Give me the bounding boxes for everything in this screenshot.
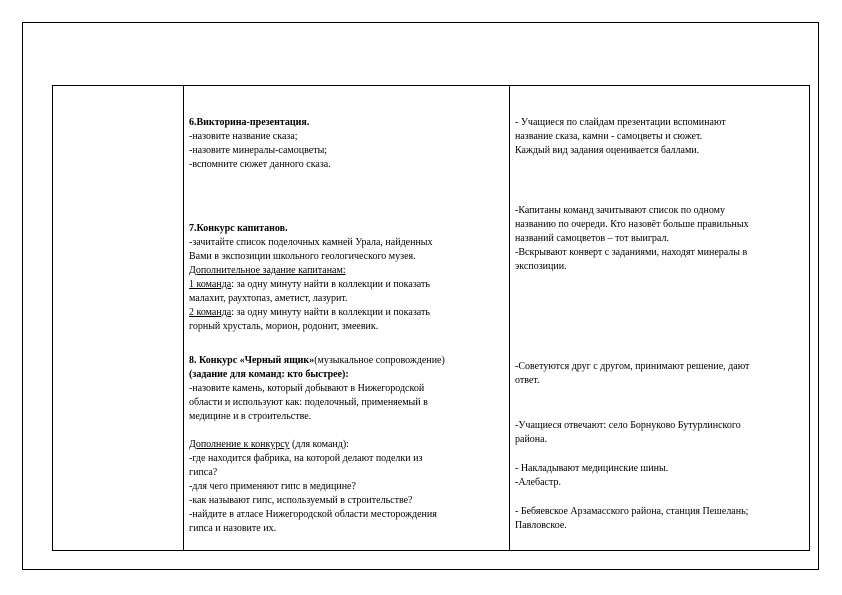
text-line: малахит, раухтопаз, аметист, лазурит.: [189, 293, 348, 304]
section-title: 7.Конкурс капитанов.: [189, 223, 288, 234]
text-line: ответ.: [515, 375, 540, 386]
text-line: медицине и в строительстве.: [189, 411, 312, 422]
answer-deposits: [515, 505, 803, 533]
section-title: 6.Викторина-презентация.: [189, 117, 310, 128]
text-line: - Накладывают медицинские шины.: [515, 463, 669, 474]
team-2-task: [189, 306, 503, 320]
column-student-activity: [509, 86, 809, 550]
text-line: Каждый вид задания оценивается баллами.: [515, 145, 700, 156]
team-2-label: 2 команда: [189, 307, 232, 318]
text-line: - Бебяевское Арзамасского района, станция Пешелань;: [515, 506, 749, 517]
answer-black-box: [515, 360, 803, 388]
section-title: [189, 354, 503, 368]
answer-medicine: [515, 462, 803, 490]
text-line: -Советуются друг с другом, принимают решение, дают: [515, 361, 750, 372]
team-1-task: [189, 278, 503, 292]
team-1-label: 1 команда: [189, 279, 232, 290]
text-line: -Капитаны команд зачитывают список по одному: [515, 205, 725, 216]
addition-label: Дополнение к конкурсу: [189, 439, 290, 450]
text-line: : за одну минуту найти в коллекции и показать: [231, 279, 430, 290]
text-line: -Вскрывают конверт с заданиями, находят минералы в: [515, 247, 748, 258]
text-line: района.: [515, 434, 548, 445]
section-captains: [189, 222, 503, 334]
addition-heading: [189, 438, 503, 452]
text-line: Вами в экспозиции школьного геологического музея.: [189, 251, 416, 262]
extra-task-heading: Дополнительное задание капитанам:: [189, 265, 346, 276]
column-teacher-activity: [183, 86, 510, 550]
answer-factory: [515, 419, 803, 447]
text-line: -Алебастр.: [515, 477, 561, 488]
spacer: [189, 424, 503, 438]
text-line: -назовите минералы-самоцветы;: [189, 145, 328, 156]
text-line: Павловское.: [515, 520, 567, 531]
question-line: -где находится фабрика, на которой делают поделки из: [189, 453, 423, 464]
lesson-table: [52, 85, 810, 551]
text-line: : за одну минуту найти в коллекции и показать: [231, 307, 430, 318]
text-line: области и используют как: поделочный, применяемый в: [189, 397, 428, 408]
section-subtitle: (задание для команд: кто быстрее):: [189, 369, 349, 380]
title-bold: 8. Конкурс «Черный ящик»: [189, 355, 315, 366]
text-line: -Учащиеся отвечают: село Борнуково Бутурлинского: [515, 420, 741, 431]
text-line: названию по очереди. Кто назовёт больше правильных: [515, 219, 749, 230]
answer-captains: [515, 204, 803, 274]
question-line: гипса и назовите их.: [189, 523, 277, 534]
text-line: -назовите название сказа;: [189, 131, 298, 142]
text-line: -вспомните сюжет данного сказа.: [189, 159, 331, 170]
text-line: названий самоцветов – тот выиграл.: [515, 233, 669, 244]
text-line: экспозиции.: [515, 261, 567, 272]
section-quiz: [189, 116, 503, 172]
text-line: горный хрусталь, морион, родонит, змеевик.: [189, 321, 379, 332]
text-line: название сказа, камни - самоцветы и сюжет.: [515, 131, 703, 142]
title-rest: (музыкальное сопровождение): [314, 355, 445, 366]
column-stage: [53, 86, 184, 550]
question-line: -как называют гипс, используемый в строительстве?: [189, 495, 413, 506]
question-line: -найдите в атласе Нижегородской области месторождения: [189, 509, 437, 520]
question-line: -для чего применяют гипс в медицине?: [189, 481, 356, 492]
answer-quiz: [515, 116, 803, 158]
text-line: -зачитайте список поделочных камней Урала, найденных: [189, 237, 433, 248]
text-line: - Учащиеся по слайдам презентации вспоминают: [515, 117, 726, 128]
section-black-box: [189, 354, 503, 536]
addition-rest: (для команд):: [289, 439, 349, 450]
text-line: -назовите камень, который добывают в Нижегородской: [189, 383, 425, 394]
question-line: гипса?: [189, 467, 218, 478]
